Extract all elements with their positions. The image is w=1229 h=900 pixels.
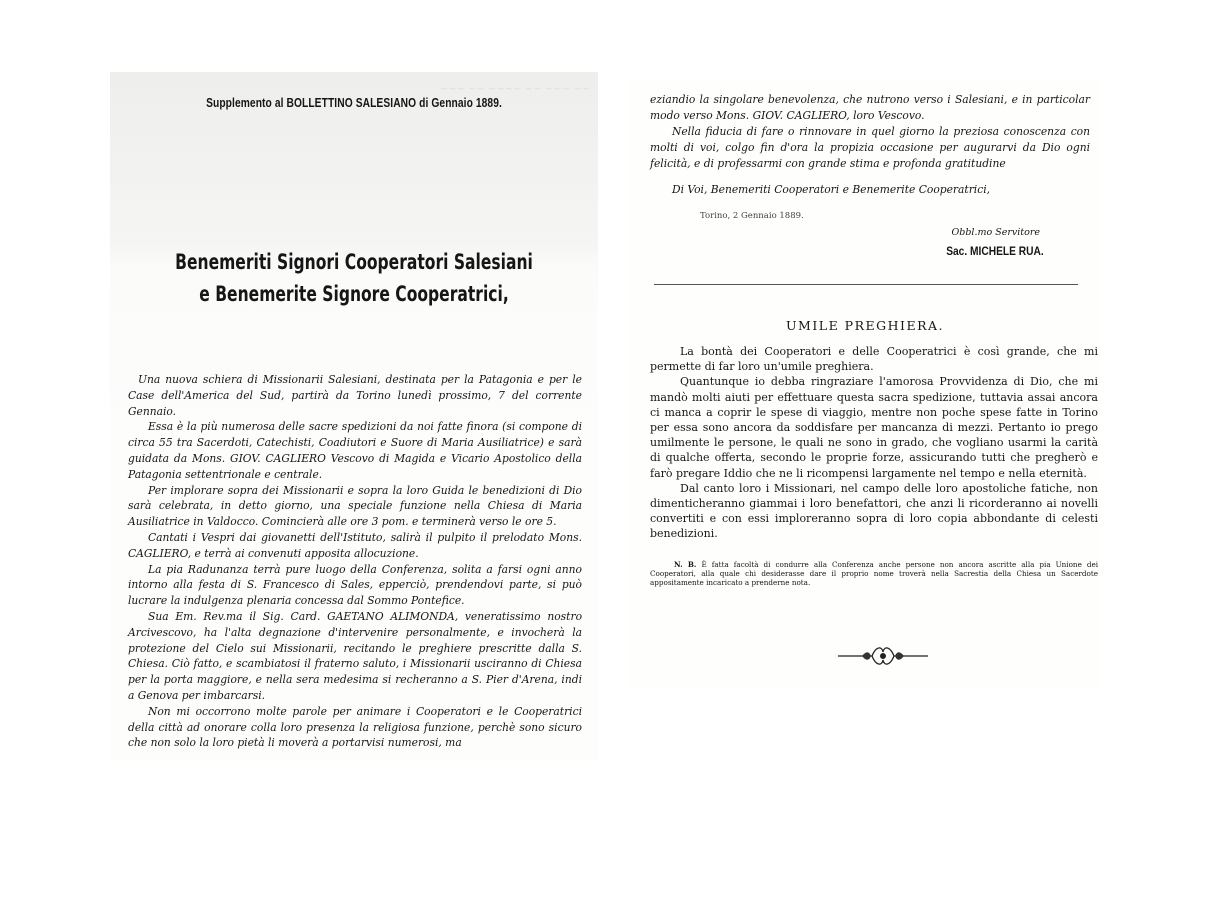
trust-paragraph: Nella fiducia di fare o rinnovare in quel giorno la preziosa conoscenza con molti di voi, colgo fin d'ora la propizia occasione per augurarvi da Dio ogni felicità, e di professarmi con grande stima e profonda gratitudine — [650, 125, 1090, 170]
paragraph: La pia Radunanza terrà pure luogo della Conferenza, solita a farsi ogni anno intorno alla festa di S. Francesco di Sales, epperciò, prendendovi parte, si può lucrare la indulgenza plenaria concessa dal Sommo Pontefice. — [128, 562, 582, 608]
signature: Sac. MICHELE RUA. — [946, 244, 1044, 258]
paragraph: Una nuova schiera di Missionarii Salesiani, destinata per la Patagonia e per le Case dell'America del Sud, partirà da Torino lunedì prossimo, 7 del corrente Gennaio. — [128, 373, 582, 418]
paragraph: Essa è la più numerosa delle sacre spedizioni da noi fatte finora (si compone di circa 55 tra Sacerdoti, Catechisti, Coadiutori e Suore di Maria Ausiliatrice) e sarà guidata da Mons. GIOV. CAGLIERO Vescovo di Magida e Vicario Apostolico della Patagonia settentrionale e centrale. — [128, 420, 582, 481]
continuation-paragraph: eziandio la singolare benevolenza, che nutrono verso i Salesiani, e in particolar modo verso Mons. GIOV. CAGLIERO, loro Vescovo. — [650, 93, 1090, 122]
nb-text: È fatta facoltà di condurre alla Conferenza anche persone non ancora ascritte alla pia Unione dei Cooperatori, alla quale chi desiderasse dare il proprio nome troverà nella Sacrestia della Chiesa un Sacerdote appositamente incaricato a prenderne nota. — [650, 560, 1098, 587]
letter-conclusion — [650, 92, 1090, 198]
heading-line-2: e Benemerite Signore Cooperatrici, — [199, 282, 509, 306]
paragraph: Sua Em. Rev.ma il Sig. Card. GAETANO ALIMONDA, veneratissimo nostro Arcivescovo, ha l'alta degnazione d'intervenire personalmente, e invocherà la protezione del Cielo sui Missionarii, recitando le preghiere prescritte dalla S. Chiesa. Ciò fatto, e scambiatosi il fraterno saluto, i Missionarii usciranno di Chiesa per la porta maggiore, e nella sera medesima si recheranno a S. Pier d'Arena, indi a Genova per imbarcarsi. — [128, 609, 582, 702]
heading-line-1: Benemeriti Signori Cooperatori Salesiani — [175, 250, 533, 274]
prayer-body — [650, 344, 1098, 542]
salutation: Di Voi, Benemeriti Cooperatori e Benemerite Cooperatrici, — [672, 183, 991, 196]
supplement-header: Supplemento al BOLLETTINO SALESIANO di Gennaio 1889. — [206, 96, 502, 110]
paragraph: Non mi occorrono molte parole per animare i Cooperatori e le Cooperatrici della città ad onorare colla loro presenza la religiosa funzione, perchè sono sicuro che non solo la loro pietà li moverà a portarvisi numerosi, ma — [128, 704, 582, 750]
divider-rule — [654, 284, 1078, 285]
fleuron-ornament-icon — [838, 642, 928, 670]
closing-servant: Obbl.mo Servitore — [951, 227, 1040, 238]
paragraph: Dal canto loro i Missionari, nel campo delle loro apostoliche fatiche, non dimenticheranno giammai i loro benefattori, che anzi li ricorderanno ai novelli convertiti e con essi imploreranno sopra di loro copia abbondante di celesti benedizioni. — [650, 481, 1098, 541]
left-page — [110, 72, 598, 760]
place-date: Torino, 2 Gennaio 1889. — [700, 211, 804, 221]
bleed-through: ~~~ ~~ ~~~~ ~~ ~~~ ~~ — [440, 84, 590, 95]
prayer-title: UMILE PREGHIERA. — [786, 318, 944, 333]
paragraph: Per implorare sopra dei Missionarii e sopra la loro Guida le benedizioni di Dio sarà celebrata, in detto giorno, una speciale funzione nella Chiesa di Maria Ausiliatrice in Valdocco. Comincierà alle ore 3 pom. e terminerà verso le ore 5. — [128, 483, 582, 529]
nb-label: N. B. — [674, 560, 697, 569]
right-page — [630, 78, 1100, 690]
nota-bene — [650, 560, 1098, 587]
paragraph: Cantati i Vespri dai giovanetti dell'Istituto, salirà il pulpito il prelodato Mons. CAGLIERO, e terrà ai convenuti apposita allocuzione. — [128, 530, 582, 560]
letter-body — [128, 372, 582, 751]
paragraph: La bontà dei Cooperatori e delle Cooperatrici è così grande, che mi permette di far loro un'umile preghiera. — [650, 345, 1098, 374]
paragraph: Quantunque io debba ringraziare l'amorosa Provvidenza di Dio, che mi mandò molti aiuti per effettuare questa sacra spedizione, tuttavia assai ancora ci manca a coprir le spese di viaggio, mentre non poche spese fatte in Torino per essa sono ancora da soddisfare per mancanza di mezzi. Pertanto io prego umilmente le persone, le quali ne sono in grado, che vogliano usarmi la carità di qualche offerta, secondo le proprie forze, assicurando tutti che pregherò e farò pregare Iddio che ne li ricompensi largamente nel tempo e nella eternità. — [650, 375, 1098, 480]
